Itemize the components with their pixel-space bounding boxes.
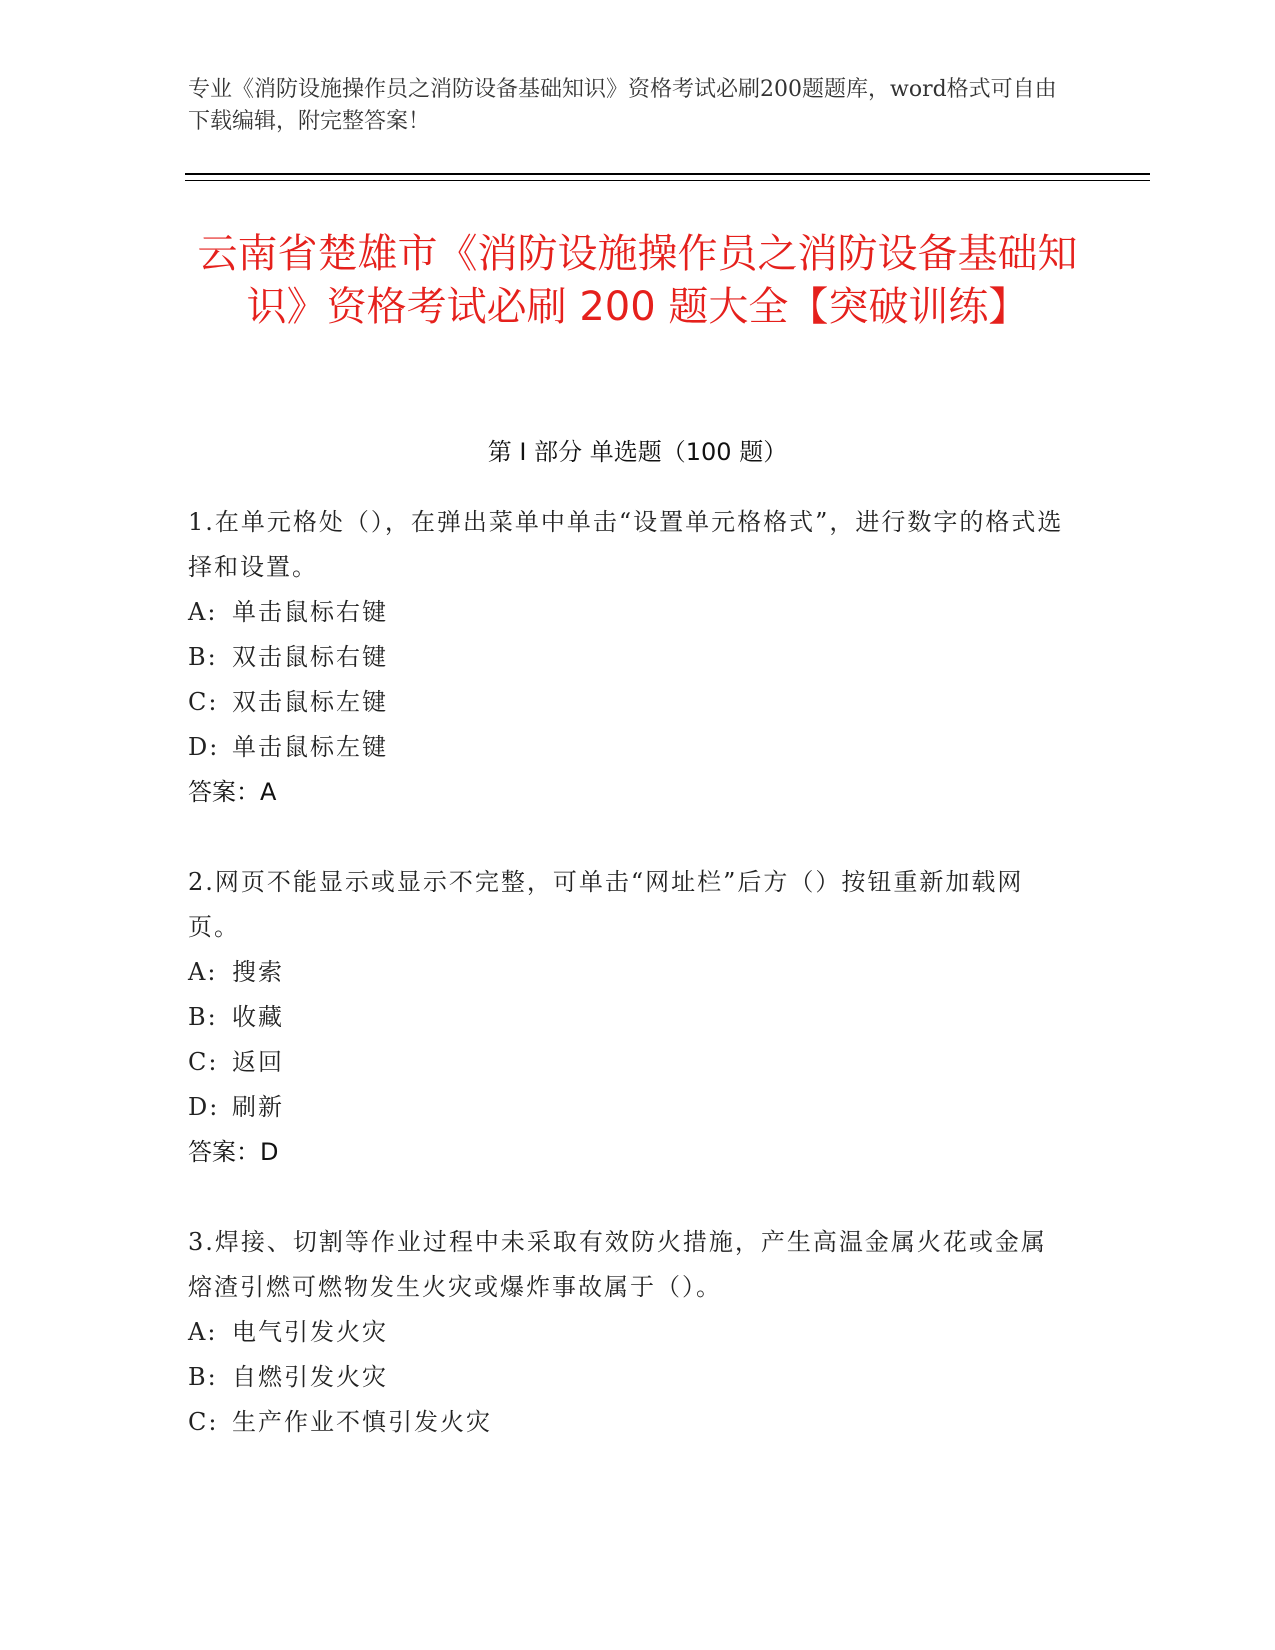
option-key: D: <box>188 733 220 761</box>
option-key: D: <box>188 1093 220 1121</box>
question-stem: 3.焊接、切割等作业过程中未采取有效防火措施，产生高温金属火花或金属熔渣引燃可燃物发生火灾或爆炸事故属于（）。 <box>188 1228 1047 1301</box>
option-key: B: <box>188 643 218 671</box>
header-rule-thin <box>185 180 1150 181</box>
option-a <box>188 1310 1068 1355</box>
answer: 答案：A <box>188 778 277 806</box>
header-rule-thick <box>185 173 1150 175</box>
option-text: 双击鼠标右键 <box>232 643 388 671</box>
question-3 <box>188 1220 1068 1445</box>
option-key: A: <box>188 1318 218 1346</box>
option-c <box>188 1040 1068 1085</box>
option-c <box>188 680 1068 725</box>
question-2 <box>188 860 1068 1175</box>
option-text: 返回 <box>232 1048 284 1076</box>
section-heading: 第 I 部分 单选题（100 题） <box>487 438 788 466</box>
option-key: C: <box>188 1408 219 1436</box>
option-d <box>188 1085 1068 1130</box>
option-b <box>188 1355 1068 1400</box>
option-key: C: <box>188 1048 219 1076</box>
option-b <box>188 995 1068 1040</box>
option-text: 搜索 <box>232 958 284 986</box>
option-key: B: <box>188 1363 218 1391</box>
option-text: 单击鼠标右键 <box>232 598 388 626</box>
header-note: 专业《消防设施操作员之消防设备基础知识》资格考试必刷200题题库，word格式可自由下载编辑，附完整答案！ <box>188 77 1057 134</box>
option-key: A: <box>188 958 218 986</box>
question-1 <box>188 500 1068 815</box>
option-d <box>188 725 1068 770</box>
option-text: 双击鼠标左键 <box>232 688 388 716</box>
option-text: 收藏 <box>232 1003 284 1031</box>
option-a <box>188 950 1068 995</box>
option-key: B: <box>188 1003 218 1031</box>
option-a <box>188 590 1068 635</box>
option-text: 单击鼠标左键 <box>232 733 388 761</box>
option-text: 生产作业不慎引发火灾 <box>232 1408 492 1436</box>
document-title: 云南省楚雄市《消防设施操作员之消防设备基础知识》资格考试必刷 200 题大全【突破训练】 <box>197 231 1078 330</box>
option-text: 电气引发火灾 <box>232 1318 388 1346</box>
answer: 答案：D <box>188 1138 279 1166</box>
option-text: 自燃引发火灾 <box>232 1363 388 1391</box>
option-b <box>188 635 1068 680</box>
question-stem: 1.在单元格处（），在弹出菜单中单击“设置单元格格式”，进行数字的格式选择和设置。 <box>188 508 1064 581</box>
option-c <box>188 1400 1068 1445</box>
option-key: A: <box>188 598 218 626</box>
option-key: C: <box>188 688 219 716</box>
question-stem: 2.网页不能显示或显示不完整，可单击“网址栏”后方（）按钮重新加载网页。 <box>188 868 1024 941</box>
option-text: 刷新 <box>232 1093 284 1121</box>
